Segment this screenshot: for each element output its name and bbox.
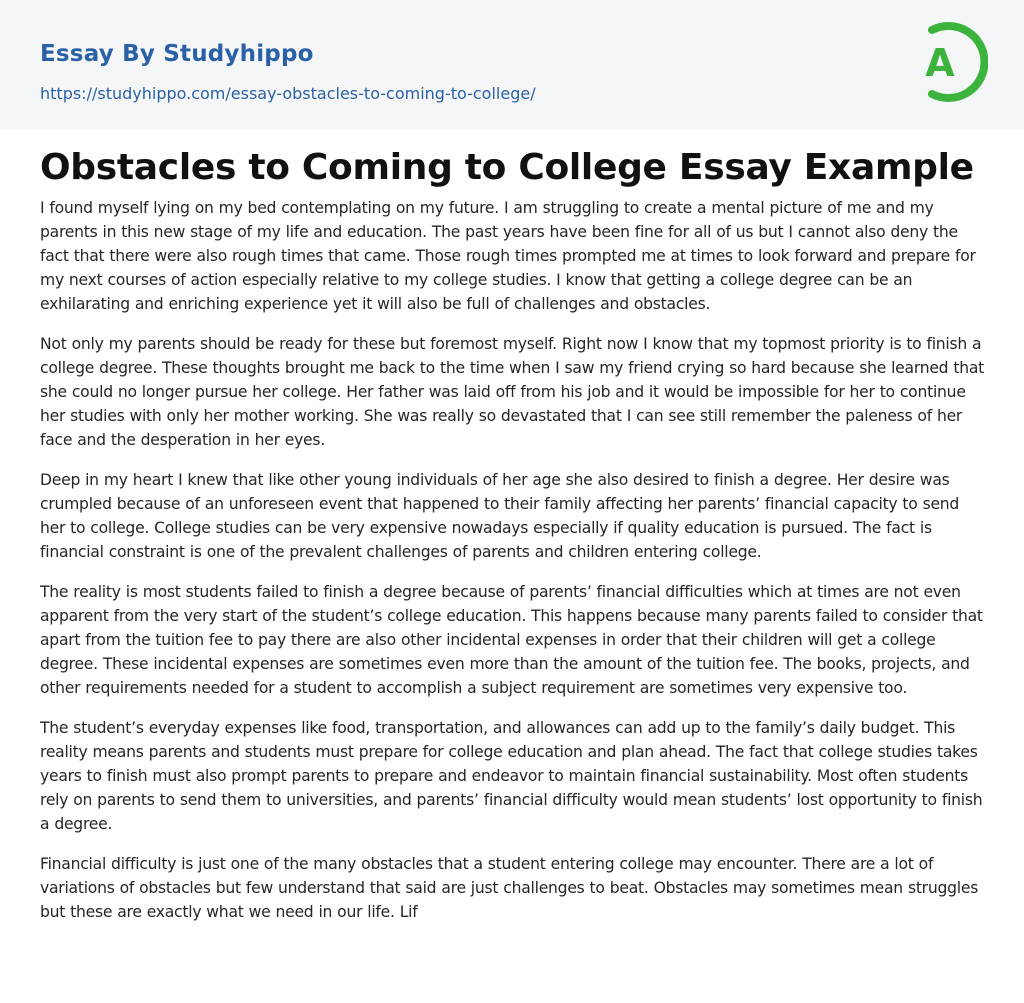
article-title: Obstacles to Coming to College Essay Example — [40, 147, 974, 188]
article-paragraph-3: Deep in my heart I knew that like other young individuals of her age she also desired to finish a degree. Her desire was crumpled because of an unforeseen event that happened to their family affecting her parents’ financial capacity to send her to college. College studies can be very expensive nowadays especially if quality education is pursued. The fact is financial constraint is one of the prevalent challenges of parents and children entering college. — [40, 471, 960, 561]
article-paragraph-6: Financial difficulty is just one of the many obstacles that a student entering college may encounter. There are a lot of variations of obstacles but few understand that said are just challenges to beat. Obstacles may sometimes mean struggles but these are exactly what we need in our life. Lif — [40, 855, 979, 921]
brand-title[interactable]: Essay By Studyhippo — [40, 41, 314, 67]
studyhippo-logo-icon[interactable] — [910, 18, 988, 106]
article-paragraph-2: Not only my parents should be ready for these but foremost myself. Right now I know that my topmost priority is to finish a college degree. These thoughts brought me back to the time when I saw my friend crying so hard because she learned that she could no longer pursue her college. Her father was laid off from his job and it would be impossible for her to continue her studies with only her mother working. She was really so devastated that I can see still remember the paleness of her face and the desperation in her eyes. — [40, 335, 985, 449]
article-paragraph-4: The reality is most students failed to finish a degree because of parents’ financial difficulties which at times are not even apparent from the very start of the student’s college education. This happens because many parents failed to consider that apart from the tuition fee to pay there are also other incidental expenses in order that their children will get a college degree. These incidental expenses are sometimes even more than the amount of the tuition fee. The books, projects, and other requirements needed for a student to accomplish a subject requirement are sometimes very expensive too. — [40, 583, 983, 697]
article — [40, 144, 985, 940]
site-header — [0, 0, 1024, 129]
article-paragraph-1: I found myself lying on my bed contemplating on my future. I am struggling to create a mental picture of me and my parents in this new stage of my life and education. The past years have been fine for all of us but I cannot also deny the fact that there were also rough times that came. Those rough times prompted me at times to look forward and prepare for my next courses of action especially relative to my college studies. I know that getting a college degree can be an exhilarating and enriching experience yet it will also be full of challenges and obstacles. — [40, 199, 976, 313]
article-paragraph-5: The student’s everyday expenses like food, transportation, and allowances can add up to the family’s daily budget. This reality means parents and students must prepare for college education and plan ahead. The fact that college studies takes years to finish must also prompt parents to prepare and endeavor to maintain financial sustainability. Most often students rely on parents to send them to universities, and parents’ financial difficulty would mean students’ lost opportunity to finish a degree. — [40, 719, 983, 833]
logo-letter: A — [925, 41, 955, 85]
essay-url-link[interactable]: https://studyhippo.com/essay-obstacles-to-coming-to-college/ — [40, 84, 536, 103]
